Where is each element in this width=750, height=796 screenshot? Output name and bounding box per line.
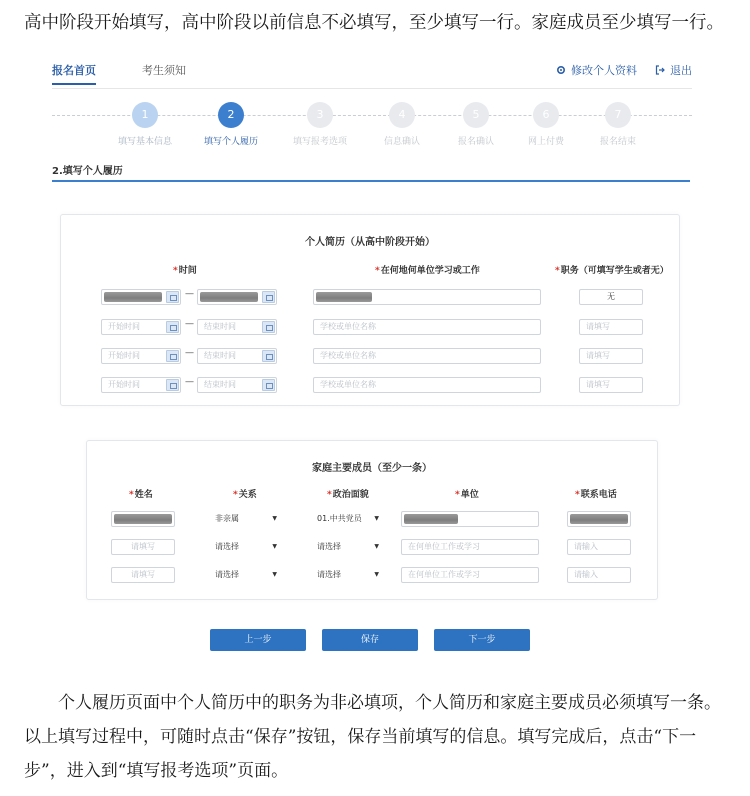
resume-panel-title: 个人简历（从高中阶段开始） [305,237,435,248]
relation-select[interactable]: 请选择 ▼ [211,539,279,555]
date-range-dash: — [185,289,194,299]
logout-icon [655,65,665,75]
edit-profile-label: 修改个人资料 [571,64,637,77]
col-head-position: *职务（可填写学生或者无） [555,266,669,276]
step-circle: 1 [132,102,158,128]
step-circle: 2 [218,102,244,128]
unit-input[interactable]: 学校或单位名称 [313,348,541,364]
step-5 [436,100,516,147]
step-label: 信息确认 [383,137,420,147]
step-circle: 3 [307,102,333,128]
politics-select[interactable]: 请选择 ▼ [313,539,381,555]
unit-input[interactable]: 学校或单位名称 [313,377,541,393]
calendar-icon[interactable] [262,321,275,333]
member-name-input[interactable]: 请填写 [111,539,175,555]
date-range-dash: — [185,377,194,387]
step-label: 网上付费 [527,137,564,147]
prev-step-button[interactable]: 上一步 [210,629,306,651]
logout-label: 退出 [670,64,692,77]
start-time-input[interactable]: 开始时间 [101,348,181,364]
step-4 [362,100,442,147]
end-time-input[interactable] [197,289,277,305]
start-time-input[interactable] [101,289,181,305]
nav-actions [556,62,692,78]
step-label: 填写基本信息 [117,137,172,147]
position-input[interactable]: 无 [579,289,643,305]
calendar-icon[interactable] [262,291,275,303]
intro-text: 高中阶段开始填写，高中阶段以前信息不必填写，至少填写一行。家庭成员至少填写一行。 [24,13,724,33]
tab-home[interactable]: 报名首页 [52,64,96,77]
step-1 [105,100,185,147]
member-phone-input[interactable] [567,511,631,527]
date-range-dash: — [185,348,194,358]
step-label: 报名结束 [599,137,636,147]
family-panel-title: 家庭主要成员（至少一条） [312,463,432,474]
resume-panel [60,214,680,406]
active-tab-indicator [52,83,96,85]
calendar-icon[interactable] [166,291,179,303]
unit-input[interactable] [313,289,541,305]
step-6 [506,100,586,147]
end-time-input[interactable]: 结束时间 [197,377,277,393]
progress-steps [52,100,692,150]
caret-down-icon: ▼ [374,543,379,550]
member-phone-input[interactable]: 请输入 [567,567,631,583]
calendar-icon[interactable] [262,379,275,391]
step-label: 填写个人履历 [203,137,258,147]
calendar-icon[interactable] [166,350,179,362]
step-7 [578,100,658,147]
start-time-input[interactable]: 开始时间 [101,319,181,335]
family-panel [86,440,658,600]
caret-down-icon: ▼ [272,543,277,550]
col-head-politics: *政治面貌 [327,490,369,500]
col-head-unit: *在何地何单位学习或工作 [375,266,480,276]
step-label: 填写报考选项 [292,137,347,147]
col-head-unit: *单位 [455,490,479,500]
col-head-name: *姓名 [129,490,153,500]
calendar-icon[interactable] [166,379,179,391]
position-input[interactable]: 请填写 [579,319,643,335]
step-2 [191,100,271,147]
edit-profile-link[interactable] [556,62,637,78]
section-rule [52,180,690,182]
member-unit-input[interactable] [401,511,539,527]
nav-divider [52,88,692,89]
relation-select[interactable]: 非亲属 ▼ [211,511,279,527]
politics-select[interactable]: 请选择 ▼ [313,567,381,583]
step-circle: 4 [389,102,415,128]
caret-down-icon: ▼ [374,515,379,522]
date-range-dash: — [185,319,194,329]
caret-down-icon: ▼ [272,571,277,578]
member-unit-input[interactable]: 在何单位工作或学习 [401,567,539,583]
relation-select[interactable]: 请选择 ▼ [211,567,279,583]
step-circle: 6 [533,102,559,128]
caret-down-icon: ▼ [374,571,379,578]
caret-down-icon: ▼ [272,515,277,522]
calendar-icon[interactable] [166,321,179,333]
position-input[interactable]: 请填写 [579,348,643,364]
member-name-input[interactable]: 请填写 [111,567,175,583]
col-head-time: *时间 [173,266,197,276]
step-3 [280,100,360,147]
end-time-input[interactable]: 结束时间 [197,319,277,335]
col-head-relation: *关系 [233,490,257,500]
col-head-phone: *联系电话 [575,490,617,500]
step-circle: 5 [463,102,489,128]
logout-link[interactable] [655,62,692,78]
unit-input[interactable]: 学校或单位名称 [313,319,541,335]
section-title: 2.填写个人履历 [52,166,123,177]
bottom-instructions: 个人履历页面中个人简历中的职务为非必填项，个人简历和家庭主要成员必须填写一条。以上填写过程中，可随时点击“保存”按钮，保存当前填写的信息。填写完成后，点击“下一步”，进入到“填写报考选项”页面。 [24,693,721,781]
member-unit-input[interactable]: 在何单位工作或学习 [401,539,539,555]
member-phone-input[interactable]: 请输入 [567,539,631,555]
position-input[interactable]: 请填写 [579,377,643,393]
calendar-icon[interactable] [262,350,275,362]
gear-icon [556,65,566,75]
top-nav [52,56,692,88]
next-step-button[interactable]: 下一步 [434,629,530,651]
tab-candidate-notice[interactable]: 考生须知 [142,64,186,77]
politics-select[interactable]: 01.中共党员 ▼ [313,511,381,527]
end-time-input[interactable]: 结束时间 [197,348,277,364]
save-button[interactable]: 保存 [322,629,418,651]
member-name-input[interactable] [111,511,175,527]
step-label: 报名确认 [457,137,494,147]
start-time-input[interactable]: 开始时间 [101,377,181,393]
step-circle: 7 [605,102,631,128]
